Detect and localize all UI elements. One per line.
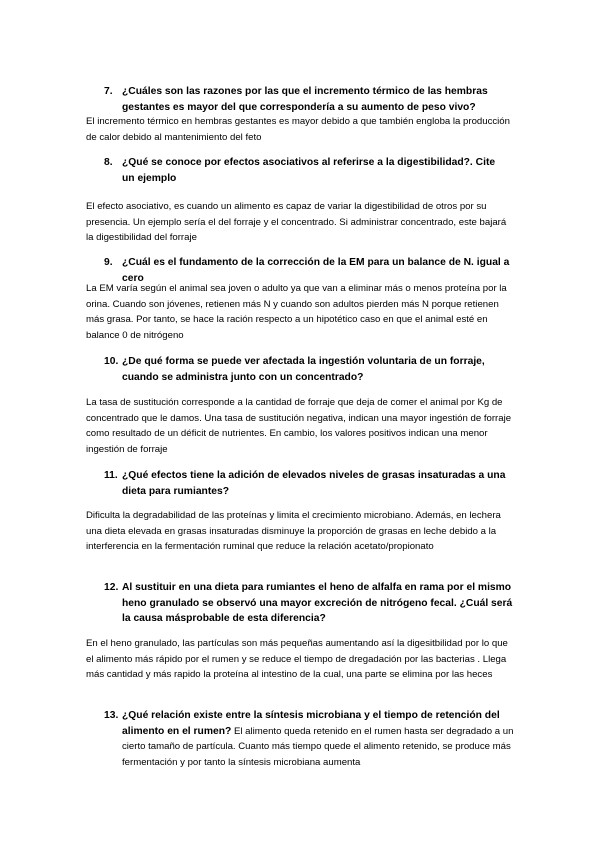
- question-number: 12.: [104, 582, 119, 593]
- question-number: 13.: [104, 710, 119, 721]
- answer-7: El incremento térmico en hembras gestantes es mayor debido a que también engloba la producción de calor debido al mantenimiento del feto: [86, 116, 510, 143]
- question-11: [104, 468, 524, 499]
- answer-12: En el heno granulado, las partículas son más pequeñas aumentando así la digesitbilidad por lo que el alimento más rápido por el rumen y se reduce el tiempo de dregadación por las bacterias . Llega más cantidad y más rapido la proteína al intestino de la cual, una parte se elimina por las heces: [86, 638, 508, 680]
- question-7: [104, 84, 522, 115]
- question-text: ¿Qué se conoce por efectos asociativos al referirse a la digestibilidad?. Cite un ejemplo: [122, 157, 496, 184]
- answer-10: La tasa de sustitución corresponde a la cantidad de forraje que deja de comer el animal por Kg de concentrado que le damos. Una tasa de sustitución negativa, indican una mayor ingestión de forraje como resultado de un déficit de nutrientes. En cambio, los valores positivos indican una menor ingestión de forraje: [86, 397, 512, 455]
- question-text: ¿De qué forma se puede ver afectada la ingestión voluntaria de un forraje, cuando se administra junto con un concentrado?: [122, 356, 485, 383]
- question-number: 9.: [104, 257, 113, 268]
- question-number: 10.: [104, 356, 119, 367]
- answer-13: El alimento queda retenido en el rumen hasta ser degradado a un cierto tamaño de partícula. Cuanto más tiempo quede el alimento retenido, se produce más fermentación y por tanto la síntesis microbiana aumenta: [122, 725, 514, 768]
- answer-9: La EM varía según el animal sea joven o adulto ya que van a eliminar más o menos proteína por la orina. Cuando son jóvenes, retienen más N y cuando son adultos pierden más N porque retienen más grasa. Por tanto, se hace la ración respecto a un hipotético caso en que el animal esté en balance 0 de nitrógeno: [86, 283, 507, 341]
- answer-8: El efecto asociativo, es cuando un alimento es capaz de variar la digestibilidad de otros por su presencia. Un ejemplo sería el del forraje y el concentrado. Si administrar concentrado, este bajará la digestibilidad del forraje: [86, 201, 507, 243]
- question-text: ¿Cuál es el fundamento de la corrección de la EM para un balance de N. igual a cero: [122, 257, 510, 284]
- question-text: ¿Qué relación existe entre la síntesis microbiana y el tiempo de retención del alimento en el rumen?: [122, 710, 500, 737]
- question-8: [104, 155, 504, 186]
- question-with-answer: [122, 708, 514, 770]
- question-number: 7.: [104, 86, 113, 97]
- question-number: 8.: [104, 157, 113, 168]
- question-13: [104, 708, 514, 770]
- question-text: Al sustituir en una dieta para rumiantes el heno de alfalfa en rama por el mismo heno granulado se observó una mayor excreción de nitrógeno fecal. ¿Cuál será la causa másprobable de esta diferencia?: [122, 582, 513, 624]
- question-10: [104, 354, 524, 385]
- question-text: ¿Qué efectos tiene la adición de elevados niveles de grasas insaturadas a una dieta para rumiantes?: [122, 470, 506, 497]
- question-12: [104, 580, 514, 627]
- question-number: 11.: [104, 470, 118, 481]
- answer-11: Dificulta la degradabilidad de las proteínas y limita el crecimiento microbiano. Además, en lechera una dieta elevada en grasas insaturadas disminuye la proporción de grasas en leche debido a la interferencia en la fermentación ruminal que reduce la relación acetato/propionato: [86, 510, 501, 552]
- question-text: ¿Cuáles son las razones por las que el incremento térmico de las hembras gestantes es mayor del que correspondería a su aumento de peso vivo?: [122, 86, 488, 113]
